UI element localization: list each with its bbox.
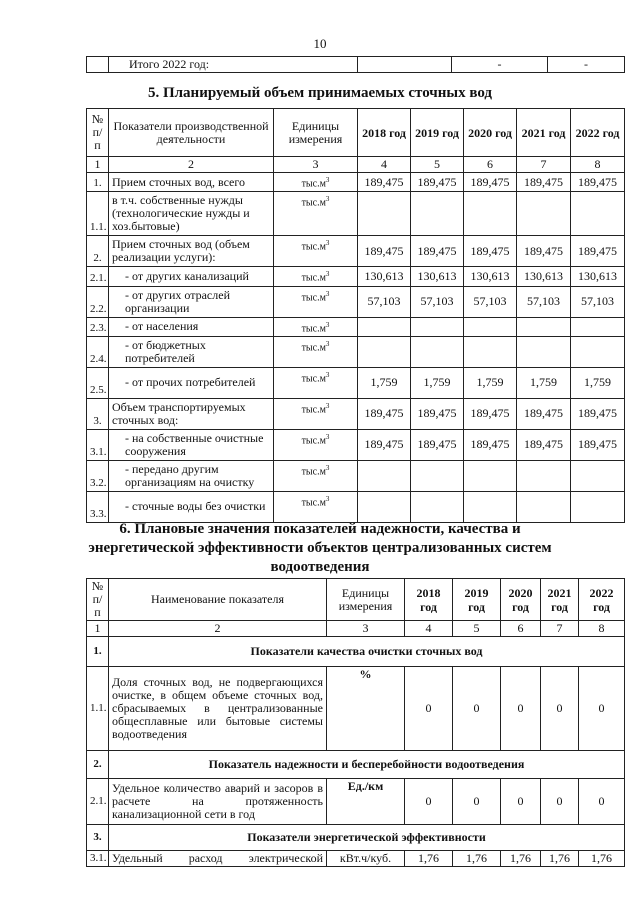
- row-num: 1.: [87, 173, 109, 192]
- row-label: - от бюджетных потребителей: [109, 336, 274, 367]
- group-title: Показатель надежности и бесперебойности водоотведения: [109, 751, 625, 779]
- index-cell: 1: [87, 157, 109, 173]
- row-value: 1,759: [358, 367, 411, 398]
- row-value: 1,759: [571, 367, 625, 398]
- index-cell: 1: [87, 621, 109, 637]
- row-value: [571, 460, 625, 491]
- row-unit: [274, 267, 358, 286]
- index-cell: 8: [579, 621, 625, 637]
- row-value: [517, 192, 571, 236]
- row-value: 1,76: [453, 851, 501, 867]
- row-value: [358, 491, 411, 522]
- table-row: [87, 192, 625, 236]
- row-value: [571, 192, 625, 236]
- header-num: № п/ п: [87, 109, 109, 157]
- row-value: 1,76: [541, 851, 579, 867]
- row-value: 189,475: [517, 398, 571, 429]
- header-indicator: Наименование показателя: [109, 579, 327, 621]
- carryover-empty-cell: [87, 57, 109, 73]
- row-value: 130,613: [517, 267, 571, 286]
- carryover-label: Итого 2022 год:: [109, 57, 358, 73]
- row-value: [464, 317, 517, 336]
- row-label: - на собственные очистные сооружения: [109, 429, 274, 460]
- row-label: - от других канализаций: [109, 267, 274, 286]
- row-label: - от прочих потребителей: [109, 367, 274, 398]
- row-value: 57,103: [411, 286, 464, 317]
- table-row: [87, 398, 625, 429]
- row-value: 189,475: [464, 236, 517, 267]
- row-unit: [274, 398, 358, 429]
- row-unit: [274, 317, 358, 336]
- row-unit: кВт.ч/куб.: [327, 851, 405, 867]
- row-value: 1,759: [411, 367, 464, 398]
- row-value: 130,613: [411, 267, 464, 286]
- row-value: 57,103: [517, 286, 571, 317]
- row-num: 3.3.: [87, 491, 109, 522]
- row-value: 189,475: [464, 173, 517, 192]
- row-value: 0: [453, 667, 501, 751]
- row-label: Объем транспортируемых сточных вод:: [109, 398, 274, 429]
- row-value: [464, 460, 517, 491]
- row-num: 2.4.: [87, 336, 109, 367]
- row-unit: [274, 286, 358, 317]
- unit-text: тыс.м: [301, 373, 326, 385]
- row-value: 1,76: [405, 851, 453, 867]
- table-row: [87, 429, 625, 460]
- row-value: [411, 336, 464, 367]
- row-label: - от населения: [109, 317, 274, 336]
- row-value: 189,475: [411, 429, 464, 460]
- unit-superscript: 3: [325, 401, 330, 410]
- row-num: 2.2.: [87, 286, 109, 317]
- header-year: 2019 год: [453, 579, 501, 621]
- carryover-value: -: [452, 57, 548, 73]
- unit-text: тыс.м: [301, 435, 326, 447]
- row-value: 0: [579, 667, 625, 751]
- carryover-value: -: [548, 57, 625, 73]
- row-value: [411, 317, 464, 336]
- index-cell: 6: [464, 157, 517, 173]
- row-num: 2.: [87, 236, 109, 267]
- header-unit: Единицы измерения: [327, 579, 405, 621]
- table-row: [87, 236, 625, 267]
- row-unit: [274, 173, 358, 192]
- row-value: 0: [453, 779, 501, 825]
- unit-superscript: 3: [325, 494, 330, 503]
- unit-text: тыс.м: [301, 322, 326, 334]
- row-unit: Ед./км: [327, 779, 405, 825]
- row-value: 0: [541, 667, 579, 751]
- row-label: Удельный расход электрической: [109, 851, 327, 867]
- unit-superscript: 3: [325, 289, 330, 298]
- unit-text: тыс.м: [301, 178, 326, 190]
- row-num: 2.1.: [87, 267, 109, 286]
- row-value: 57,103: [358, 286, 411, 317]
- row-value: 130,613: [571, 267, 625, 286]
- row-label: Прием сточных вод, всего: [109, 173, 274, 192]
- unit-text: тыс.м: [301, 497, 326, 509]
- reliability-indicators-table: [86, 578, 625, 867]
- header-year: 2019 год: [411, 109, 464, 157]
- row-value: 0: [579, 779, 625, 825]
- row-value: 189,475: [411, 398, 464, 429]
- index-cell: 7: [517, 157, 571, 173]
- row-num: 2.1.: [87, 779, 109, 825]
- row-label: - передано другим организациям на очистку: [109, 460, 274, 491]
- unit-superscript: 3: [325, 195, 330, 204]
- row-value: [517, 491, 571, 522]
- header-unit: Единицы измерения: [274, 109, 358, 157]
- row-value: 0: [541, 779, 579, 825]
- row-value: 189,475: [464, 398, 517, 429]
- table-row: [87, 173, 625, 192]
- wastewater-volume-table: [86, 108, 625, 523]
- row-value: 189,475: [517, 429, 571, 460]
- section6-title-line1: 6. Плановые значения показателей надежности, качества и: [119, 521, 521, 537]
- row-label: - от других отраслей организации: [109, 286, 274, 317]
- row-value: 189,475: [358, 173, 411, 192]
- index-cell: 4: [358, 157, 411, 173]
- group-num: 2.: [87, 751, 109, 779]
- header-year: 2018 год: [405, 579, 453, 621]
- row-value: 57,103: [571, 286, 625, 317]
- row-num: 1.1.: [87, 667, 109, 751]
- row-value: [411, 460, 464, 491]
- row-value: 189,475: [358, 398, 411, 429]
- unit-text: тыс.м: [301, 404, 326, 416]
- unit-superscript: 3: [325, 463, 330, 472]
- unit-superscript: 3: [325, 239, 330, 248]
- header-num: № п/п: [87, 579, 109, 621]
- row-value: 189,475: [411, 236, 464, 267]
- row-num: 3.1.: [87, 851, 109, 867]
- unit-superscript: 3: [325, 270, 330, 279]
- row-value: 189,475: [358, 236, 411, 267]
- table-row: [87, 336, 625, 367]
- row-value: [358, 336, 411, 367]
- row-value: [517, 317, 571, 336]
- row-num: 3.1.: [87, 429, 109, 460]
- header-indicator: Показатели производственной деятельности: [109, 109, 274, 157]
- unit-text: тыс.м: [301, 291, 326, 303]
- unit-text: тыс.м: [301, 342, 326, 354]
- row-unit: [274, 429, 358, 460]
- table-row: [87, 267, 625, 286]
- row-label: Удельное количество аварий и засоров в расчете на протяженность канализационной сети в год: [109, 779, 327, 825]
- row-unit: [274, 367, 358, 398]
- unit-text: тыс.м: [301, 466, 326, 478]
- section6-title-line2: энергетической эффективности объектов централизованных систем: [88, 540, 552, 556]
- index-cell: 8: [571, 157, 625, 173]
- row-value: [358, 317, 411, 336]
- unit-text: тыс.м: [301, 197, 326, 209]
- unit-superscript: 3: [325, 320, 330, 329]
- row-value: 189,475: [411, 173, 464, 192]
- group-num: 3.: [87, 825, 109, 851]
- row-label: - сточные воды без очистки: [109, 491, 274, 522]
- row-value: 189,475: [571, 236, 625, 267]
- row-value: [517, 460, 571, 491]
- section6-title-line3: водоотведения: [270, 559, 370, 575]
- row-unit: [274, 491, 358, 522]
- index-cell: 6: [501, 621, 541, 637]
- row-num: 2.3.: [87, 317, 109, 336]
- row-value: 57,103: [464, 286, 517, 317]
- index-cell: 5: [411, 157, 464, 173]
- unit-superscript: 3: [325, 370, 330, 379]
- group-title: Показатели качества очистки сточных вод: [109, 637, 625, 667]
- header-year: 2018 год: [358, 109, 411, 157]
- index-cell: 3: [327, 621, 405, 637]
- row-value: [517, 336, 571, 367]
- header-year: 2022 год: [571, 109, 625, 157]
- index-cell: 3: [274, 157, 358, 173]
- row-value: [571, 317, 625, 336]
- row-value: 130,613: [464, 267, 517, 286]
- row-value: 1,76: [501, 851, 541, 867]
- row-label: Прием сточных вод (объем реализации услуги):: [109, 236, 274, 267]
- row-value: 189,475: [358, 429, 411, 460]
- row-unit: [274, 460, 358, 491]
- row-value: 189,475: [517, 173, 571, 192]
- row-value: 189,475: [571, 173, 625, 192]
- row-value: 1,759: [517, 367, 571, 398]
- row-label: Доля сточных вод, не подвергающихся очистке, в общем объеме сточных вод, сбрасываемых в централизованные общесплавные или бытовые системы водоотведения: [109, 667, 327, 751]
- group-title: Показатели энергетической эффективности: [109, 825, 625, 851]
- index-cell: 4: [405, 621, 453, 637]
- table-row: [87, 491, 625, 522]
- table-row: [87, 286, 625, 317]
- row-value: 189,475: [571, 398, 625, 429]
- index-cell: 5: [453, 621, 501, 637]
- row-num: 1.1.: [87, 192, 109, 236]
- row-unit: [274, 192, 358, 236]
- header-year: 2021 год: [517, 109, 571, 157]
- row-unit: [274, 236, 358, 267]
- row-value: 0: [501, 667, 541, 751]
- header-year: 2022 год: [579, 579, 625, 621]
- row-value: [358, 192, 411, 236]
- header-year: 2020 год: [501, 579, 541, 621]
- row-value: 189,475: [464, 429, 517, 460]
- row-unit: %: [327, 667, 405, 751]
- row-num: 3.: [87, 398, 109, 429]
- row-value: [464, 192, 517, 236]
- carryover-table: [86, 56, 625, 73]
- row-value: 0: [405, 779, 453, 825]
- index-cell: 2: [109, 621, 327, 637]
- row-unit: [274, 336, 358, 367]
- row-value: [571, 336, 625, 367]
- row-value: [464, 491, 517, 522]
- row-value: 130,613: [358, 267, 411, 286]
- section5-title: 5. Планируемый объем принимаемых сточных вод: [147, 85, 493, 101]
- header-year: 2020 год: [464, 109, 517, 157]
- row-value: [411, 192, 464, 236]
- group-num: 1.: [87, 637, 109, 667]
- row-value: 0: [501, 779, 541, 825]
- page-number: 10: [313, 36, 327, 51]
- unit-superscript: 3: [325, 339, 330, 348]
- table-row: [87, 460, 625, 491]
- index-cell: 7: [541, 621, 579, 637]
- row-value: 0: [405, 667, 453, 751]
- index-cell: 2: [109, 157, 274, 173]
- row-value: [358, 460, 411, 491]
- row-value: [411, 491, 464, 522]
- unit-text: тыс.м: [301, 241, 326, 253]
- unit-superscript: 3: [325, 176, 330, 184]
- carryover-empty-cell: [358, 57, 452, 73]
- table-row: [87, 317, 625, 336]
- header-year: 2021 год: [541, 579, 579, 621]
- row-num: 3.2.: [87, 460, 109, 491]
- row-value: [571, 491, 625, 522]
- unit-superscript: 3: [325, 432, 330, 441]
- row-value: 189,475: [571, 429, 625, 460]
- row-label: в т.ч. собственные нужды (технологические нужды и хоз.бытовые): [109, 192, 274, 236]
- table-row: [87, 367, 625, 398]
- row-value: 1,76: [579, 851, 625, 867]
- row-value: 189,475: [517, 236, 571, 267]
- unit-text: тыс.м: [301, 272, 326, 284]
- row-num: 2.5.: [87, 367, 109, 398]
- row-value: [464, 336, 517, 367]
- row-value: 1,759: [464, 367, 517, 398]
